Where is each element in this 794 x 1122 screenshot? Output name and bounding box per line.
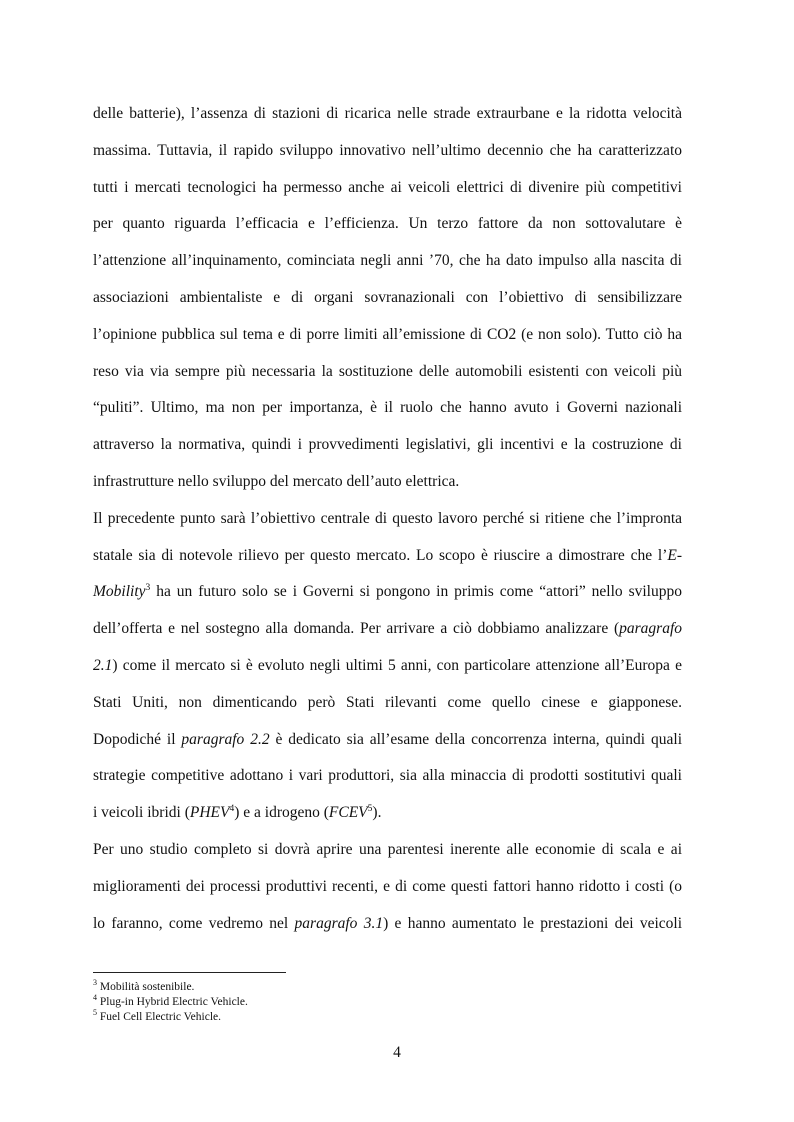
text-line: Il precedente punto sarà l’obiettivo centrale di questo lavoro perché si ritiene che l’impronta bbox=[93, 509, 682, 527]
text-line: infrastrutture nello sviluppo del mercato dell’auto elettrica. bbox=[93, 472, 460, 490]
italic-term: Mobility bbox=[93, 583, 146, 601]
text-line bbox=[93, 574, 682, 611]
italic-term: PHEV bbox=[189, 804, 230, 822]
paragraph-1 bbox=[93, 96, 682, 501]
footnote-ref: 4 bbox=[229, 803, 235, 814]
text-run: i veicoli ibridi ( bbox=[93, 804, 190, 822]
footnote-number: 3 bbox=[93, 978, 97, 988]
footnote-ref: 5 bbox=[367, 803, 373, 814]
text-run: ) e a idrogeno ( bbox=[234, 804, 329, 822]
text-line: l’opinione pubblica sul tema e di porre limiti all’emissione di CO2 (e non solo). Tutto ciò ha bbox=[93, 325, 682, 343]
text-line: massima. Tuttavia, il rapido sviluppo innovativo nell’ultimo decennio che ha caratterizzato bbox=[93, 141, 682, 159]
text-line bbox=[93, 795, 682, 832]
footnote-ref: 3 bbox=[145, 583, 151, 594]
text-line: associazioni ambientaliste e di organi sovranazionali con l’obiettivo di sensibilizzare bbox=[93, 288, 682, 306]
text-line bbox=[93, 722, 682, 759]
text-line bbox=[93, 906, 682, 943]
footnote bbox=[93, 995, 593, 1010]
footnote-number: 4 bbox=[93, 993, 97, 1003]
text-line: Stati Uniti, non dimenticando però Stati rilevanti come quello cinese e giapponese. bbox=[93, 693, 682, 711]
text-run: ). bbox=[372, 804, 382, 822]
footnote-text: Fuel Cell Electric Vehicle. bbox=[99, 1011, 222, 1023]
footnote-number: 5 bbox=[93, 1008, 97, 1018]
italic-term: FCEV bbox=[328, 804, 368, 822]
text-run: è dedicato sia all’esame della concorrenza interna, quindi quali bbox=[269, 730, 683, 748]
footnote-separator bbox=[93, 972, 286, 973]
text-line: strategie competitive adottano i vari produttori, sia alla minaccia di prodotti sostitutivi quali bbox=[93, 767, 682, 785]
footnotes bbox=[93, 980, 593, 1025]
text-run: ) e hanno aumentato le prestazioni dei veicoli bbox=[383, 914, 683, 932]
text-line: reso via via sempre più necessaria la sostituzione delle automobili esistenti con veicoli più bbox=[93, 362, 682, 380]
italic-term: paragrafo 3.1 bbox=[294, 914, 384, 932]
text-line: l’attenzione all’inquinamento, cominciata negli anni ’70, che ha dato impulso alla nascita di bbox=[93, 252, 682, 270]
page-number: 4 bbox=[393, 1044, 401, 1061]
italic-term: 2.1 bbox=[93, 656, 113, 674]
text-line: tutti i mercati tecnologici ha permesso anche ai veicoli elettrici di divenire più competitivi bbox=[93, 178, 682, 196]
text-line: per quanto riguarda l’efficacia e l’efficienza. Un terzo fattore da non sottovalutare è bbox=[93, 215, 682, 233]
text-run: dell’offerta e nel sostegno alla domanda. Per arrivare a ciò dobbiamo analizzare ( bbox=[93, 620, 620, 638]
page-body bbox=[93, 96, 682, 942]
text-run: statale sia di notevole rilievo per questo mercato. Lo scopo è riuscire a dimostrare che l’ bbox=[93, 546, 668, 564]
footnote bbox=[93, 980, 593, 995]
text-run: ) come il mercato si è evoluto negli ultimi 5 anni, con particolare attenzione all’Europa e bbox=[112, 656, 682, 674]
italic-term: E- bbox=[667, 546, 682, 564]
text-run: ha un futuro solo se i Governi si pongono in primis come “attori” nello sviluppo bbox=[150, 583, 682, 601]
text-line bbox=[93, 538, 682, 575]
text-line: Per uno studio completo si dovrà aprire una parentesi inerente alle economie di scala e ai bbox=[93, 840, 682, 858]
text-line: delle batterie), l’assenza di stazioni di ricarica nelle strade extraurbane e la ridotta velocità bbox=[93, 105, 682, 122]
paragraph-3 bbox=[93, 832, 682, 942]
text-run: Dopodiché il bbox=[93, 730, 182, 748]
italic-term: paragrafo bbox=[619, 620, 682, 638]
text-line bbox=[93, 648, 682, 685]
italic-term: paragrafo 2.2 bbox=[181, 730, 270, 748]
text-run: lo faranno, come vedremo nel bbox=[93, 914, 295, 932]
footnote bbox=[93, 1010, 593, 1025]
footnote-text: Mobilità sostenibile. bbox=[99, 981, 195, 993]
text-line bbox=[93, 611, 682, 648]
text-line: miglioramenti dei processi produttivi recenti, e di come questi fattori hanno ridotto i costi (o bbox=[93, 877, 682, 895]
text-line: attraverso la normativa, quindi i provvedimenti legislativi, gli incentivi e la costruzione di bbox=[93, 436, 682, 454]
paragraph-2 bbox=[93, 501, 682, 832]
text-line: “puliti”. Ultimo, ma non per importanza, è il ruolo che hanno avuto i Governi nazionali bbox=[93, 399, 682, 417]
footnote-text: Plug-in Hybrid Electric Vehicle. bbox=[99, 996, 248, 1008]
